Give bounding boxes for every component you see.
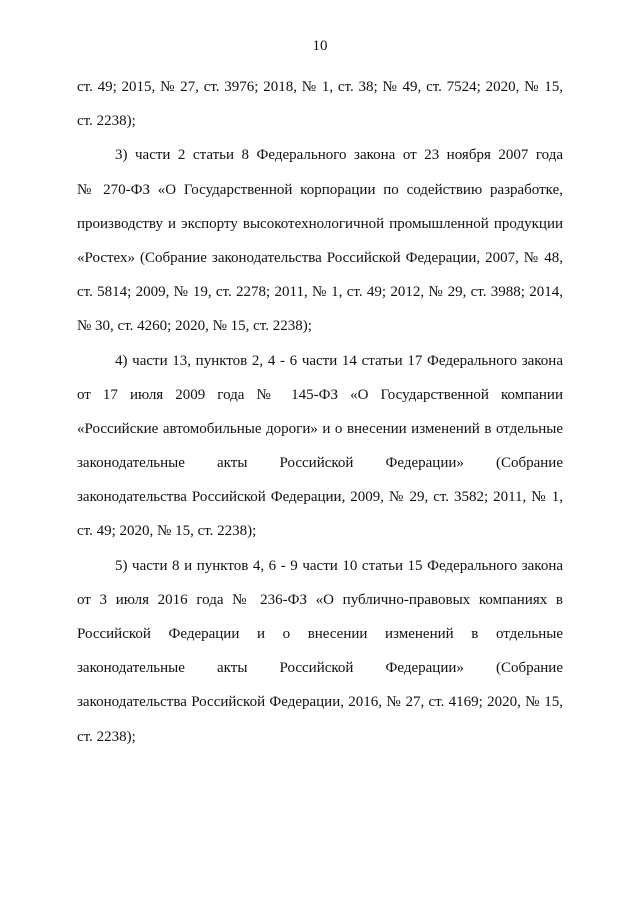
- text-line: законодательные акты Российской Федерации» (Собрание: [77, 455, 563, 472]
- page-number: 10: [312, 38, 328, 54]
- text-line: ст. 2238);: [77, 113, 136, 130]
- text-line: законодательства Российской Федерации, 2016, № 27, ст. 4169; 2020, № 15,: [77, 694, 563, 711]
- text-line: ст. 49; 2015, № 27, ст. 3976; 2018, № 1, ст. 38; № 49, ст. 7524; 2020, № 15,: [77, 79, 563, 95]
- text-line: производству и экспорту высокотехнологичной промышленной продукции: [77, 215, 563, 232]
- text-line: № 270-ФЗ «О Государственной корпорации по содействию разработке,: [77, 181, 563, 198]
- list-item-4-first-line: 4) части 13, пунктов 2, 4 - 6 части 14 статьи 17 Федерального закона: [115, 352, 563, 369]
- text-line: ст. 49; 2020, № 15, ст. 2238);: [77, 523, 257, 540]
- text-line: «Ростех» (Собрание законодательства Российской Федерации, 2007, № 48,: [77, 249, 563, 266]
- text-line: ст. 2238);: [77, 728, 136, 745]
- text-line: законодательства Российской Федерации, 2009, № 29, ст. 3582; 2011, № 1,: [77, 489, 563, 506]
- list-item-5-first-line: 5) части 8 и пунктов 4, 6 - 9 части 10 статьи 15 Федерального закона: [115, 557, 563, 574]
- document-body: [77, 70, 563, 754]
- text-line: «Российские автомобильные дороги» и о внесении изменений в отдельные: [77, 420, 563, 437]
- text-line: ст. 5814; 2009, № 19, ст. 2278; 2011, № 1, ст. 49; 2012, № 29, ст. 3988; 2014,: [77, 284, 563, 301]
- text-line: № 30, ст. 4260; 2020, № 15, ст. 2238);: [77, 318, 312, 335]
- text-line: от 17 июля 2009 года № 145-ФЗ «О Государственной компании: [77, 386, 563, 403]
- list-item-3-first-line: 3) части 2 статьи 8 Федерального закона от 23 ноября 2007 года: [115, 147, 563, 164]
- text-line: Российской Федерации и о внесении изменений в отдельные: [77, 626, 563, 642]
- text-line: от 3 июля 2016 года № 236-ФЗ «О публично-правовых компаниях в: [77, 591, 563, 608]
- text-line: законодательные акты Российской Федерации» (Собрание: [77, 660, 563, 677]
